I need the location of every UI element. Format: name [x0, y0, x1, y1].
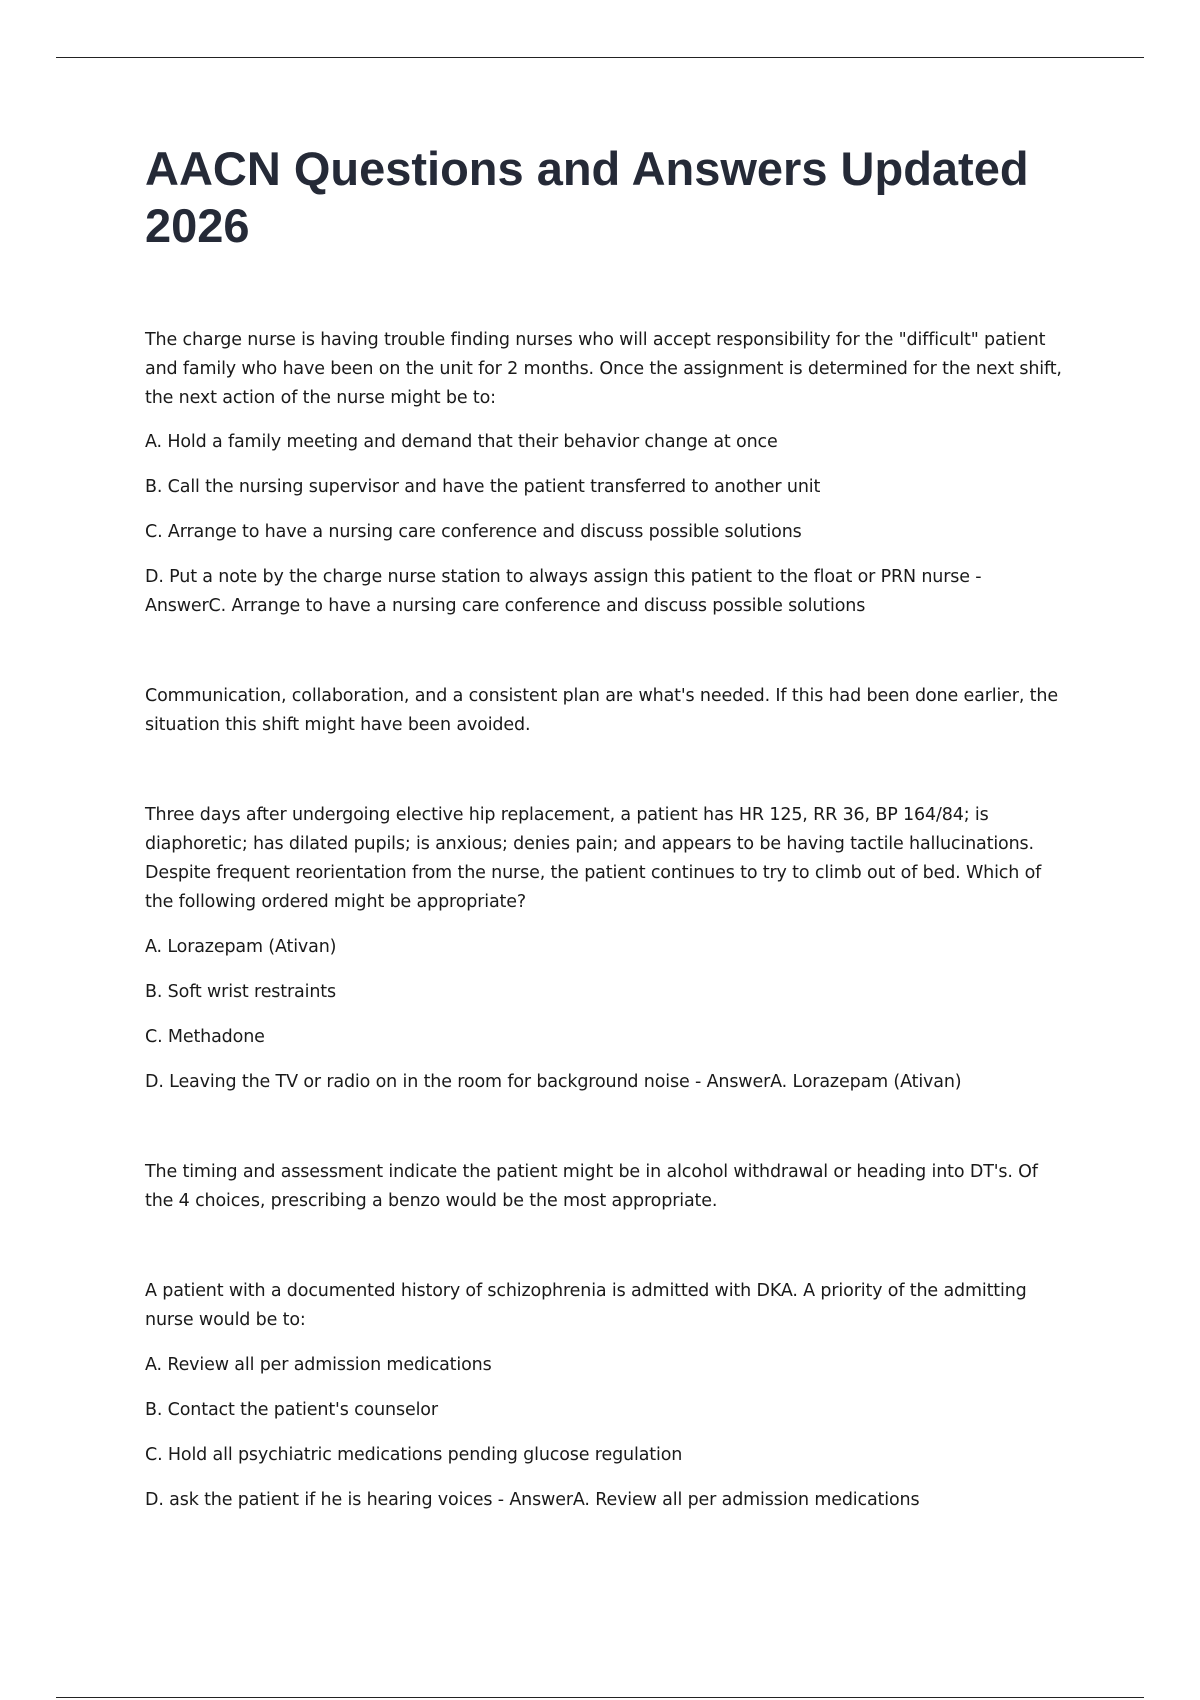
answer-option: B. Call the nursing supervisor and have the patient transferred to another unit: [145, 477, 821, 497]
question-text: Three days after undergoing elective hip replacement, a patient has HR 125, RR 36, BP 164/84; is diaphoretic; has dilated pupils; is anxious; denies pain; and appears to be having tactile hallucinations. Despite frequent reorientation from the nurse, the patient continues to try to climb out of bed. Which of the following ordered might be appropriate?: [145, 805, 1042, 912]
answer-option: A. Review all per admission medications: [145, 1355, 492, 1375]
answer-option: B. Soft wrist restraints: [145, 982, 336, 1002]
question-block-3: [145, 1277, 1065, 1515]
document-title: AACN Questions and Answers Updated 2026: [145, 142, 1029, 252]
question-text: A patient with a documented history of schizophrenia is admitted with DKA. A priority of the admitting nurse would be to:: [145, 1281, 1027, 1330]
question-block-1: [145, 326, 1065, 740]
answer-option: D. Put a note by the charge nurse station to always assign this patient to the float or PRN nurse - AnswerC. Arrange to have a nursing care conference and discuss possible solutions: [145, 567, 982, 616]
document-body: [145, 140, 1065, 1515]
answer-option: C. Hold all psychiatric medications pending glucose regulation: [145, 1445, 683, 1465]
answer-option: C. Methadone: [145, 1027, 265, 1047]
answer-option: D. ask the patient if he is hearing voices - AnswerA. Review all per admission medications: [145, 1490, 920, 1510]
question-text: The charge nurse is having trouble finding nurses who will accept responsibility for the "difficult" patient and family who have been on the unit for 2 months. Once the assignment is determined for the next shift, the next action of the nurse might be to:: [145, 330, 1062, 408]
top-rule: [56, 57, 1144, 58]
rationale-text: Communication, collaboration, and a consistent plan are what's needed. If this had been done earlier, the situation this shift might have been avoided.: [145, 686, 1058, 735]
answer-option: A. Hold a family meeting and demand that their behavior change at once: [145, 432, 778, 452]
rationale-text: The timing and assessment indicate the patient might be in alcohol withdrawal or heading into DT's. Of the 4 choices, prescribing a benzo would be the most appropriate.: [145, 1162, 1038, 1211]
answer-option: C. Arrange to have a nursing care conference and discuss possible solutions: [145, 522, 802, 542]
answer-option: B. Contact the patient's counselor: [145, 1400, 438, 1420]
answer-option: A. Lorazepam (Ativan): [145, 937, 337, 957]
question-block-2: [145, 801, 1065, 1216]
bottom-rule: [56, 1697, 1144, 1698]
answer-option: D. Leaving the TV or radio on in the room for background noise - AnswerA. Lorazepam (Ativan): [145, 1072, 962, 1092]
